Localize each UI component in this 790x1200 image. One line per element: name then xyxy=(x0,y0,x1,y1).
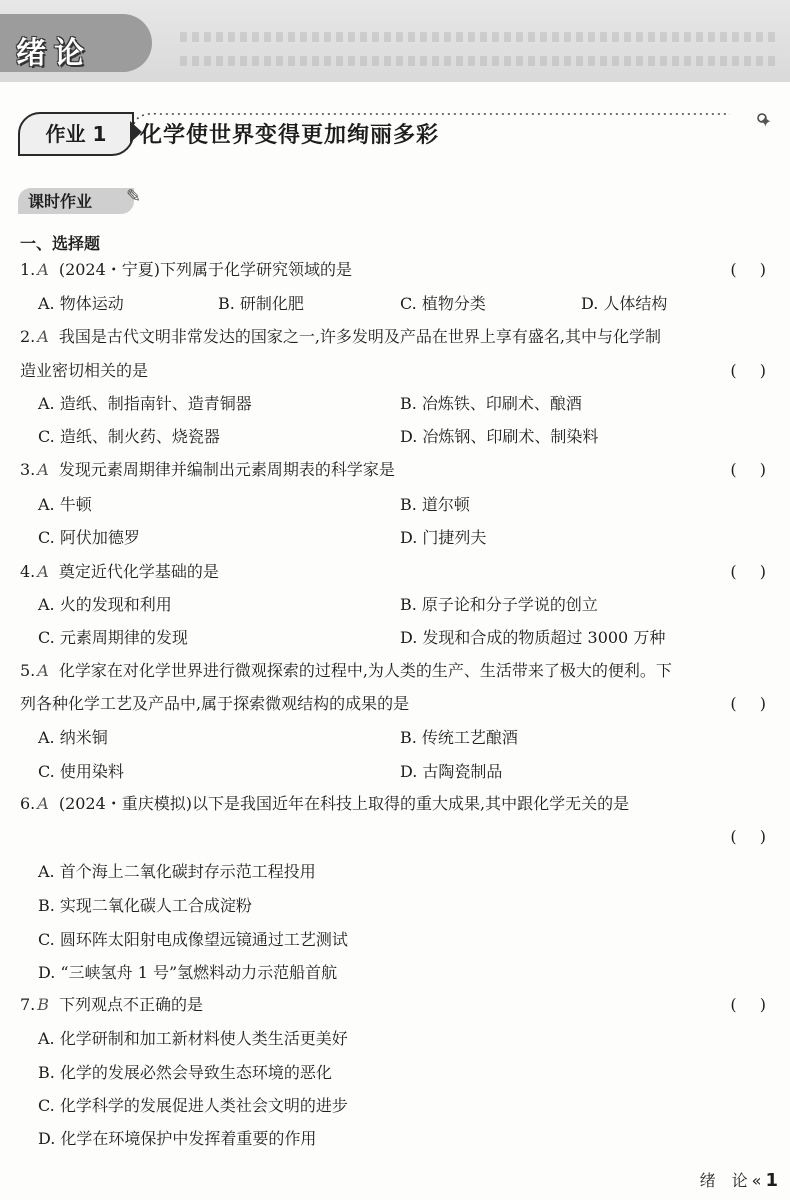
option: D. “三峡氢舟 1 号”氢燃料动力示范船首航 xyxy=(38,963,338,982)
part-heading: 一、选择题 xyxy=(20,234,101,253)
answer-bracket: ( ) xyxy=(730,260,766,279)
pencil-icon: ✎ xyxy=(126,186,142,207)
sparkle-icon: ✦ xyxy=(758,112,772,131)
question-stem: 下列观点不正确的是 xyxy=(59,995,204,1014)
option: B. 原子论和分子学说的创立 xyxy=(400,595,598,614)
homework-title-row xyxy=(18,110,778,156)
footer-chapter-label: 绪 论 xyxy=(699,1171,748,1190)
question-number: 5. xyxy=(20,661,36,680)
option: B. 研制化肥 xyxy=(218,294,304,313)
option: A. 首个海上二氧化碳封存示范工程投用 xyxy=(38,862,316,881)
question-stem: (2024・宁夏)下列属于化学研究领域的是 xyxy=(58,260,353,279)
answer-bracket: ( ) xyxy=(730,995,766,1014)
option: B. 实现二氧化碳人工合成淀粉 xyxy=(38,896,252,915)
chapter-title: 绪论 xyxy=(16,36,92,71)
handwritten-answer: A xyxy=(37,460,49,479)
option: A. 造纸、制指南针、造青铜器 xyxy=(38,394,252,413)
question-stem: 化学家在对化学世界进行微观探索的过程中,为人类的生产、生活带来了极大的便利。下 xyxy=(58,661,672,680)
question-2 xyxy=(20,322,772,352)
option: C. 造纸、制火药、烧瓷器 xyxy=(38,427,220,446)
page-footer xyxy=(700,1168,778,1191)
option: A. 火的发现和利用 xyxy=(38,595,172,614)
double-chevron-icon: « xyxy=(751,1171,762,1190)
option: C. 元素周期律的发现 xyxy=(38,628,188,647)
answer-bracket: ( ) xyxy=(730,460,766,479)
question-5 xyxy=(20,656,772,686)
option: B. 传统工艺酿酒 xyxy=(400,728,518,747)
question-stem: 我国是古代文明非常发达的国家之一,许多发明及产品在世界上享有盛名,其中与化学制 xyxy=(58,327,662,346)
question-number: 1. xyxy=(20,260,36,279)
option: D. 古陶瓷制品 xyxy=(400,762,503,781)
question-number: 4. xyxy=(20,562,36,581)
option: D. 发现和合成的物质超过 3000 万种 xyxy=(400,628,666,647)
bleed-through-text xyxy=(180,26,780,76)
section-tag xyxy=(18,186,146,216)
handwritten-answer: A xyxy=(37,562,49,581)
option: B. 冶炼铁、印刷术、酿酒 xyxy=(400,394,582,413)
answer-bracket: ( ) xyxy=(730,827,766,846)
option: D. 冶炼钢、印刷术、制染料 xyxy=(400,427,599,446)
question-number: 2. xyxy=(20,327,36,346)
question-number: 7. xyxy=(20,995,36,1014)
question-number: 3. xyxy=(20,460,36,479)
option: B. 道尔顿 xyxy=(400,495,470,514)
homework-badge: 作业 1 xyxy=(18,112,134,156)
question-1 xyxy=(20,255,772,285)
question-stem: (2024・重庆模拟)以下是我国近年在科技上取得的重大成果,其中跟化学无关的是 xyxy=(58,794,630,813)
option: D. 门捷列夫 xyxy=(400,528,487,547)
question-2-line-2 xyxy=(20,356,772,386)
option: A. 化学研制和加工新材料使人类生活更美好 xyxy=(38,1029,348,1048)
question-5-line-2 xyxy=(20,689,772,719)
question-stem: 造业密切相关的是 xyxy=(20,361,149,380)
option: C. 阿伏加德罗 xyxy=(38,528,140,547)
homework-title: 化学使世界变得更加绚丽多彩 xyxy=(140,123,440,148)
chapter-header-band xyxy=(0,0,790,82)
option: C. 使用染料 xyxy=(38,762,124,781)
option: A. 纳米铜 xyxy=(38,728,108,747)
option: A. 物体运动 xyxy=(38,294,124,313)
question-7 xyxy=(20,990,772,1020)
answer-bracket: ( ) xyxy=(730,562,766,581)
question-stem: 奠定近代化学基础的是 xyxy=(58,562,219,581)
option: D. 化学在环境保护中发挥着重要的作用 xyxy=(38,1129,317,1148)
chapter-pill xyxy=(0,14,152,72)
handwritten-answer: A xyxy=(37,661,49,680)
handwritten-answer: A xyxy=(37,794,49,813)
option: A. 牛顿 xyxy=(38,495,92,514)
question-6 xyxy=(20,789,772,819)
question-3 xyxy=(20,455,772,485)
answer-bracket: ( ) xyxy=(730,694,766,713)
option: B. 化学的发展必然会导致生态环境的恶化 xyxy=(38,1063,332,1082)
handwritten-answer: A xyxy=(37,260,49,279)
handwritten-answer: A xyxy=(37,327,49,346)
page-number: 1 xyxy=(765,1170,778,1191)
question-stem: 列各种化学工艺及产品中,属于探索微观结构的成果的是 xyxy=(20,694,410,713)
section-tag-label: 课时作业 xyxy=(28,192,93,211)
question-4 xyxy=(20,557,772,587)
option: C. 化学科学的发展促进人类社会文明的进步 xyxy=(38,1096,348,1115)
question-number: 6. xyxy=(20,794,36,813)
option: D. 人体结构 xyxy=(581,294,668,313)
handwritten-answer: B xyxy=(37,995,50,1014)
option: C. 植物分类 xyxy=(400,294,486,313)
option: C. 圆环阵太阳射电成像望远镜通过工艺测试 xyxy=(38,930,348,949)
question-stem: 发现元素周期律并编制出元素周期表的科学家是 xyxy=(58,460,395,479)
answer-bracket: ( ) xyxy=(730,361,766,380)
